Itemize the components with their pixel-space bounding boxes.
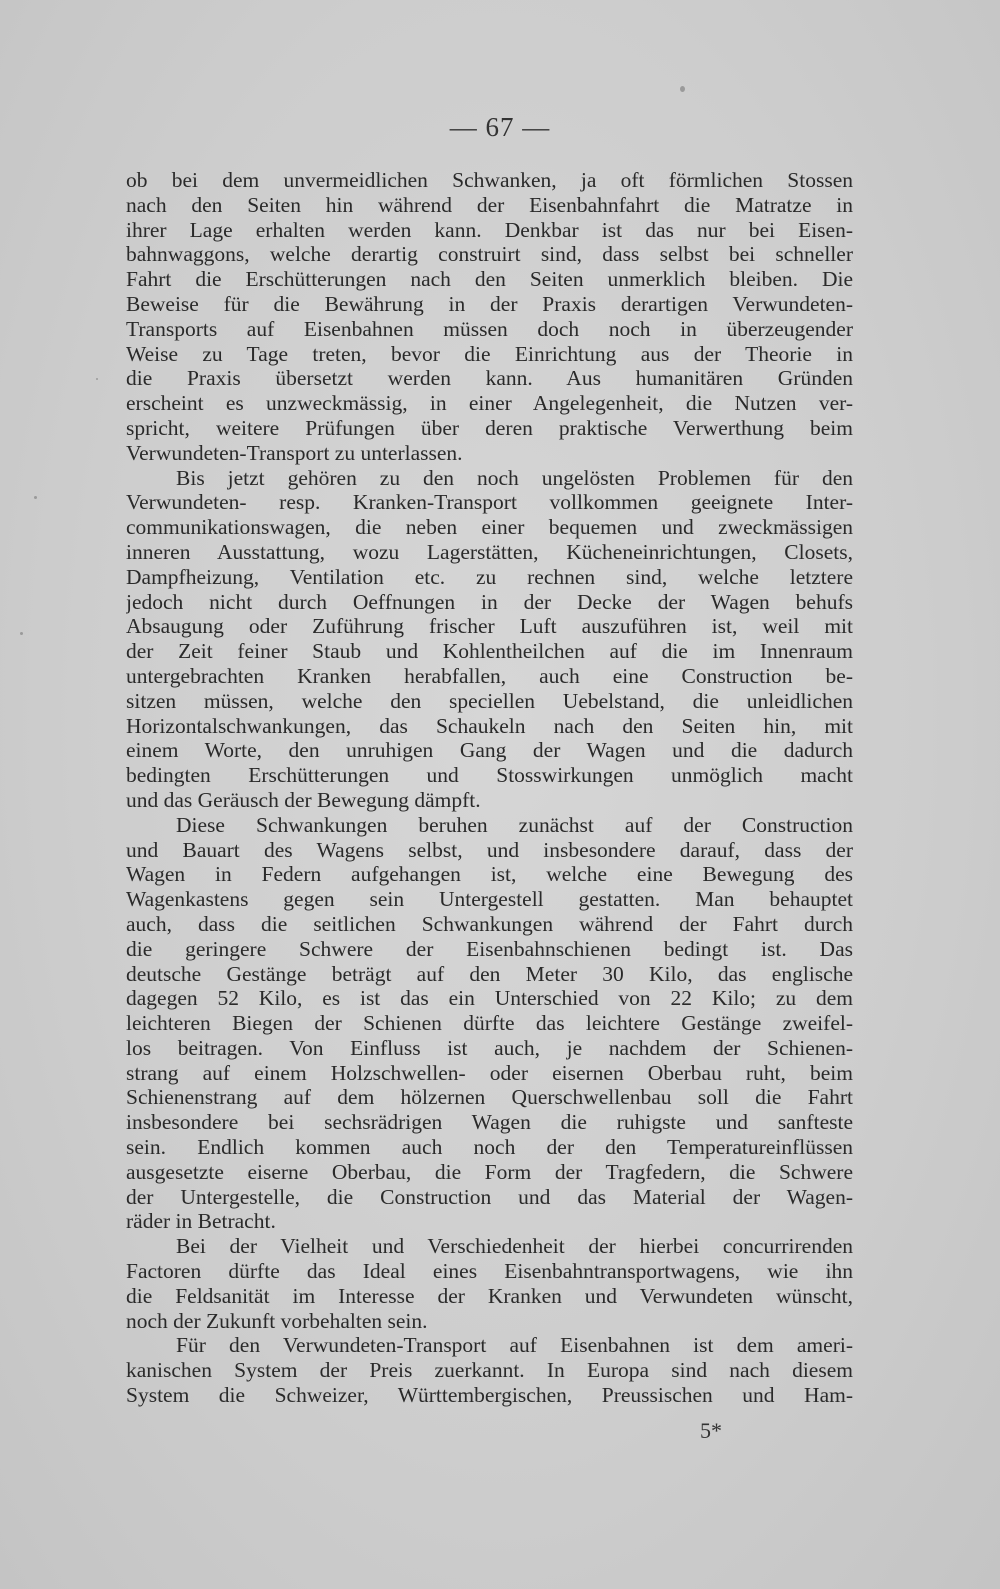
body-text <box>126 168 853 1408</box>
text-line: dagegen 52 Kilo, es ist das ein Unterschied von 22 Kilo; zu dem <box>126 986 853 1011</box>
text-line: sein. Endlich kommen auch noch der den Temperatureinflüssen <box>126 1135 853 1160</box>
text-line: Factoren dürfte das Ideal eines Eisenbahntransportwagens, wie ihn <box>126 1259 853 1284</box>
paper-speck <box>20 632 23 635</box>
text-line: Absaugung oder Zuführung frischer Luft auszuführen ist, weil mit <box>126 614 853 639</box>
text-line: Weise zu Tage treten, bevor die Einrichtung aus der Theorie in <box>126 341 853 366</box>
text-line: kanischen System der Preis zuerkannt. In Europa sind nach diesem <box>126 1358 853 1383</box>
text-line: und Bauart des Wagens selbst, und insbesondere darauf, dass der <box>126 837 853 862</box>
text-line: einem Worte, den unruhigen Gang der Wagen und die dadurch <box>126 738 853 763</box>
text-line: communikationswagen, die neben einer bequemen und zweckmässigen <box>126 515 853 540</box>
paragraph-end-line: räder in Betracht. <box>126 1209 276 1234</box>
text-line: Schienenstrang auf dem hölzernen Querschwellenbau soll die Fahrt <box>126 1085 853 1110</box>
paragraph-start-line: Bis jetzt gehören zu den noch ungelösten Problemen für den <box>176 465 853 490</box>
text-line: ihrer Lage erhalten werden kann. Denkbar ist das nur bei Eisen- <box>126 217 853 242</box>
text-line: bahnwaggons, welche derartig construirt sind, dass selbst bei schneller <box>126 242 853 267</box>
text-line: Horizontalschwankungen, das Schaukeln nach den Seiten hin, mit <box>126 713 853 738</box>
text-line: ausgesetzte eiserne Oberbau, die Form der Tragfedern, die Schwere <box>126 1159 853 1184</box>
text-line: der Untergestelle, die Construction und das Material der Wagen- <box>126 1184 853 1209</box>
text-line: sitzen müssen, welche den speciellen Uebelstand, die unleidlichen <box>126 688 853 713</box>
paper-speck <box>34 496 37 499</box>
page-number: — 67 — <box>449 112 551 142</box>
paper-speck <box>680 86 685 92</box>
paragraph-start-line: Bei der Vielheit und Verschiedenheit der hierbei concurrirenden <box>176 1234 853 1259</box>
text-line: auch, dass die seitlichen Schwankungen während der Fahrt durch <box>126 911 853 936</box>
text-line: die geringere Schwere der Eisenbahnschienen bedingt ist. Das <box>126 936 853 961</box>
text-line: ob bei dem unvermeidlichen Schwanken, ja oft förmlichen Stossen <box>126 168 853 192</box>
text-line: Fahrt die Erschütterungen nach den Seiten unmerklich bleiben. Die <box>126 267 853 292</box>
text-line: jedoch nicht durch Oeffnungen in der Decke der Wagen behufs <box>126 589 853 614</box>
paragraph-start-line: Für den Verwundeten-Transport auf Eisenbahnen ist dem ameri- <box>176 1333 853 1358</box>
text-line: System die Schweizer, Württembergischen, Preussischen und Ham- <box>126 1383 853 1408</box>
text-line: die Feldsanität im Interesse der Kranken und Verwundeten wünscht, <box>126 1283 853 1308</box>
text-line: leichteren Biegen der Schienen dürfte das leichtere Gestänge zweifel- <box>126 1011 853 1036</box>
text-line: Dampfheizung, Ventilation etc. zu rechnen sind, welche letztere <box>126 564 853 589</box>
paper-speck <box>96 378 98 380</box>
text-line: Transports auf Eisenbahnen müssen doch noch in überzeugender <box>126 316 853 341</box>
text-line: erscheint es unzweckmässig, in einer Angelegenheit, die Nutzen ver- <box>126 391 853 416</box>
text-line: deutsche Gestänge beträgt auf den Meter 30 Kilo, das englische <box>126 961 853 986</box>
text-line: Wagenkastens gegen sein Untergestell gestatten. Man behauptet <box>126 887 853 912</box>
signature-mark: 5* <box>700 1418 722 1443</box>
text-line: insbesondere bei sechsrädrigen Wagen die ruhigste und sanfteste <box>126 1110 853 1135</box>
text-line: inneren Ausstattung, wozu Lagerstätten, Kücheneinrichtungen, Closets, <box>126 539 853 564</box>
paragraph-end-line: Verwundeten-Transport zu unterlassen. <box>126 440 463 465</box>
paragraph-start-line: Diese Schwankungen beruhen zunächst auf der Construction <box>176 812 853 837</box>
text-line: strang auf einem Holzschwellen- oder eisernen Oberbau ruht, beim <box>126 1060 853 1085</box>
text-line: spricht, weitere Prüfungen über deren praktische Verwerthung beim <box>126 415 853 440</box>
paragraph-end-line: und das Geräusch der Bewegung dämpft. <box>126 787 481 812</box>
text-line: bedingten Erschütterungen und Stosswirkungen unmöglich macht <box>126 763 853 788</box>
text-line: Beweise für die Bewährung in der Praxis derartigen Verwundeten- <box>126 291 853 316</box>
text-line: Verwundeten- resp. Kranken-Transport vollkommen geeignete Inter- <box>126 490 853 515</box>
text-line: die Praxis übersetzt werden kann. Aus humanitären Gründen <box>126 366 853 391</box>
text-line: der Zeit feiner Staub und Kohlentheilchen auf die im Innenraum <box>126 639 853 664</box>
text-line: untergebrachten Kranken herabfallen, auch eine Construction be- <box>126 663 853 688</box>
text-line: nach den Seiten hin während der Eisenbahnfahrt die Matratze in <box>126 192 853 217</box>
paragraph-end-line: noch der Zukunft vorbehalten sein. <box>126 1308 428 1333</box>
text-line: Wagen in Federn aufgehangen ist, welche eine Bewegung des <box>126 862 853 887</box>
text-line: los beitragen. Von Einfluss ist auch, je nachdem der Schienen- <box>126 1035 853 1060</box>
